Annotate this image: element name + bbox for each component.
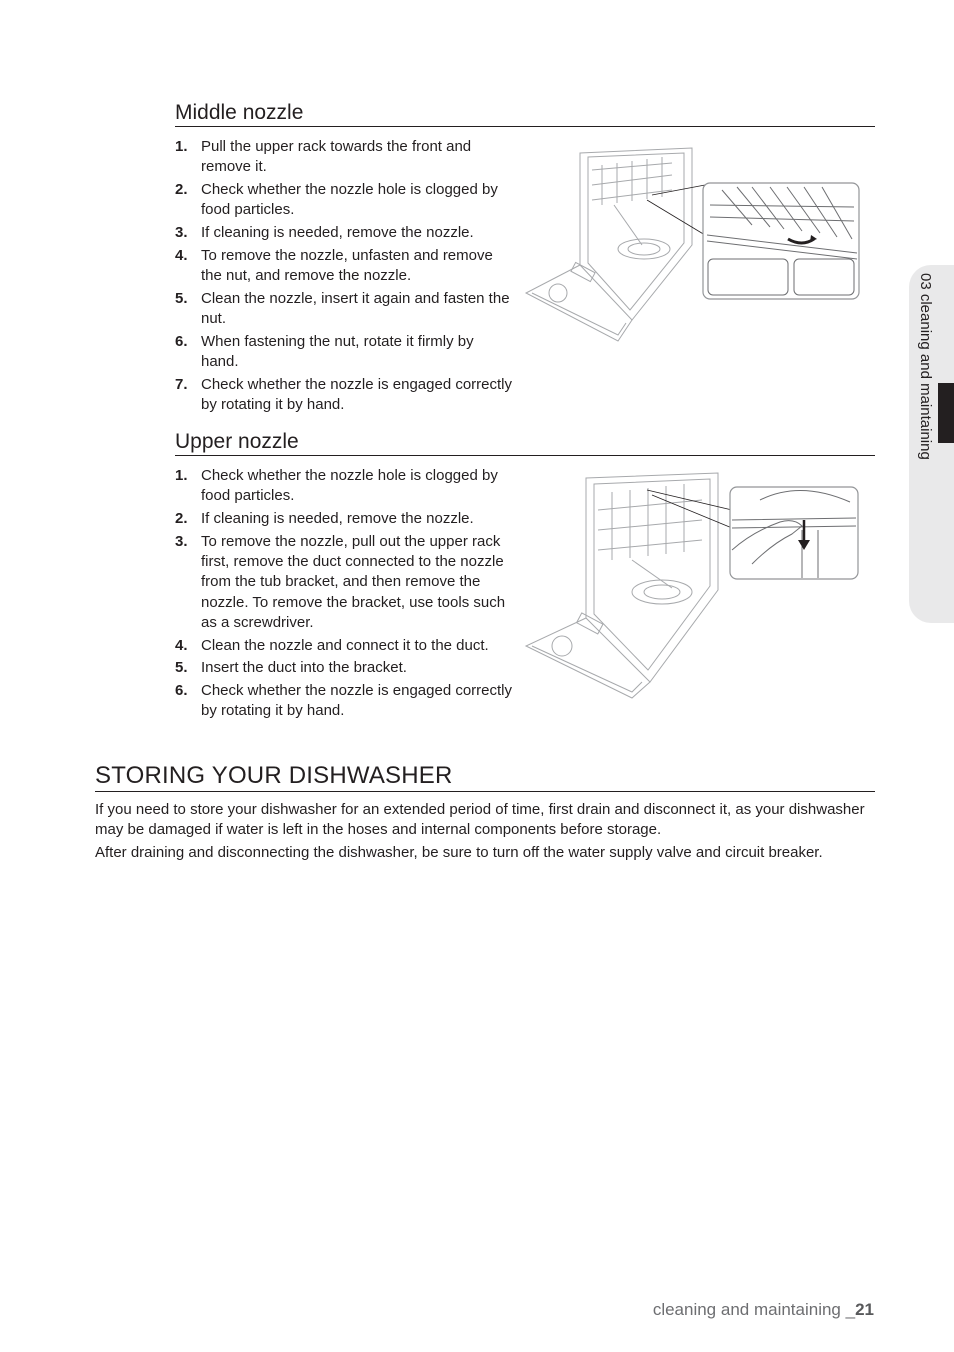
list-item: 5. Insert the duct into the bracket.: [175, 659, 407, 677]
page-footer: [653, 1300, 874, 1320]
list-item: 2. If cleaning is needed, remove the nozzle.: [175, 509, 474, 527]
storing-paragraph-1: If you need to store your dishwasher for an extended period of time, first drain and disconnect it, as your dishwasher may be damaged if water is left in the hoses and internal components before storage.: [95, 801, 865, 839]
list-item: 6. When fastening the nut, rotate it firmly by hand.: [175, 332, 474, 370]
page-number: 21: [855, 1300, 874, 1319]
middle-nozzle-steps: [175, 137, 515, 418]
list-item: 7. Check whether the nozzle is engaged correctly by rotating it by hand.: [175, 375, 513, 413]
list-item: 1. Pull the upper rack towards the front and remove it.: [175, 138, 472, 176]
upper-nozzle-heading: Upper nozzle: [175, 430, 875, 456]
list-item: 4. Clean the nozzle and connect it to the duct.: [175, 636, 489, 654]
list-item: 1. Check whether the nozzle hole is clogged by food particles.: [175, 467, 498, 505]
upper-nozzle-steps: [175, 466, 515, 724]
footer-text: cleaning and maintaining _: [652, 1300, 856, 1319]
list-item: 3. To remove the nozzle, pull out the upper rack first, remove the duct connected to the nozzle from the tub bracket, and then remove the nozzle. To remove the bracket, use tools such as a screwdriver.: [175, 532, 506, 631]
list-item: 6. Check whether the nozzle is engaged correctly by rotating it by hand.: [175, 681, 513, 720]
storing-heading: STORING YOUR DISHWASHER: [95, 762, 875, 792]
list-item: 4. To remove the nozzle, unfasten and remove the nut, and remove the nozzle.: [175, 246, 493, 284]
list-item: 3. If cleaning is needed, remove the nozzle.: [175, 223, 474, 241]
list-item: 5. Clean the nozzle, insert it again and fasten the nut.: [175, 289, 510, 327]
middle-nozzle-heading: Middle nozzle: [175, 101, 875, 127]
upper-nozzle-illustration: [522, 470, 862, 702]
chapter-tab-marker: [938, 383, 954, 443]
middle-nozzle-illustration: [522, 145, 864, 345]
storing-paragraph-2: After draining and disconnecting the dishwasher, be sure to turn off the water supply valve and circuit breaker.: [95, 844, 823, 861]
list-item: 2. Check whether the nozzle hole is clogged by food particles.: [175, 180, 498, 219]
chapter-tab-label: 03 cleaning and maintaining: [917, 273, 934, 460]
